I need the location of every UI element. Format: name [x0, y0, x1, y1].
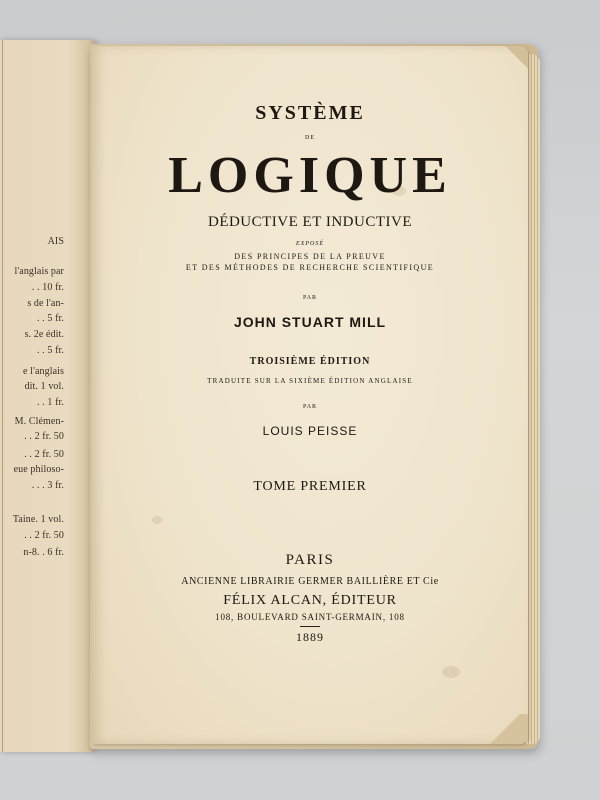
left-line: Taine. 1 vol.: [12, 514, 64, 525]
page-corner-wear-top: [498, 46, 528, 72]
page-corner-wear-bottom: [488, 714, 528, 744]
left-line: . . 2 fr. 50: [24, 530, 64, 541]
left-line: . . 5 fr.: [36, 345, 64, 356]
volume-label: TOME PREMIER: [253, 479, 367, 494]
left-line: dit. 1 vol.: [24, 381, 64, 392]
facing-left-page: [0, 40, 96, 752]
page-stack-right-edge: [526, 54, 540, 744]
translation-note: TRADUITE SUR LA SIXIÈME ÉDITION ANGLAISE: [207, 377, 413, 385]
principes-line: DES PRINCIPES DE LA PREUVE: [234, 252, 386, 261]
left-line: . . 5 fr.: [36, 313, 64, 324]
left-line: M. Clémen-: [14, 416, 64, 427]
left-line: . . . 3 fr.: [31, 480, 64, 491]
foxing-spot: [442, 666, 460, 678]
left-line: s de l'an-: [27, 298, 64, 309]
title-systeme: SYSTÈME: [255, 102, 365, 124]
left-line: . . 1 fr.: [36, 397, 64, 408]
left-line: . . 2 fr. 50: [24, 449, 64, 460]
edition-label: TROISIÈME ÉDITION: [249, 356, 371, 367]
left-line: eue philoso-: [13, 464, 64, 475]
title-page: [92, 46, 528, 744]
publisher-address: 108, BOULEVARD SAINT-GERMAIN, 108: [215, 612, 405, 622]
publication-year: 1889: [296, 630, 324, 644]
left-line: l'anglais par: [14, 266, 64, 277]
left-line: . . 10 fr.: [31, 282, 64, 293]
left-line: . . 2 fr. 50: [24, 431, 64, 442]
left-line: AIS: [47, 236, 64, 247]
left-line: e l'anglais: [23, 366, 64, 377]
author-name: JOHN STUART MILL: [233, 314, 387, 330]
publisher-name: FÉLIX ALCAN, ÉDITEUR: [223, 593, 397, 608]
title-de: DE: [305, 135, 315, 141]
divider-rule: [92, 626, 528, 627]
left-page-text: [0, 40, 96, 752]
title-logique: LOGIQUE: [168, 147, 452, 204]
foxing-spot: [152, 516, 162, 524]
publication-city: PARIS: [285, 552, 335, 568]
methodes-line: ET DES MÉTHODES DE RECHERCHE SCIENTIFIQUE: [185, 263, 435, 272]
par-label: PAR: [302, 295, 318, 301]
left-line: s. 2e édit.: [24, 329, 64, 340]
translator-name: LOUIS PEISSE: [262, 424, 358, 438]
subtitle: DÉDUCTIVE ET INDUCTIVE: [207, 214, 413, 230]
par-label-2: PAR: [302, 404, 318, 410]
expose-label: EXPOSÉ: [296, 241, 324, 247]
left-line: n-8. . 6 fr.: [23, 547, 64, 558]
librairie-line: ANCIENNE LIBRAIRIE GERMER BAILLIÈRE ET Cie: [181, 576, 439, 587]
